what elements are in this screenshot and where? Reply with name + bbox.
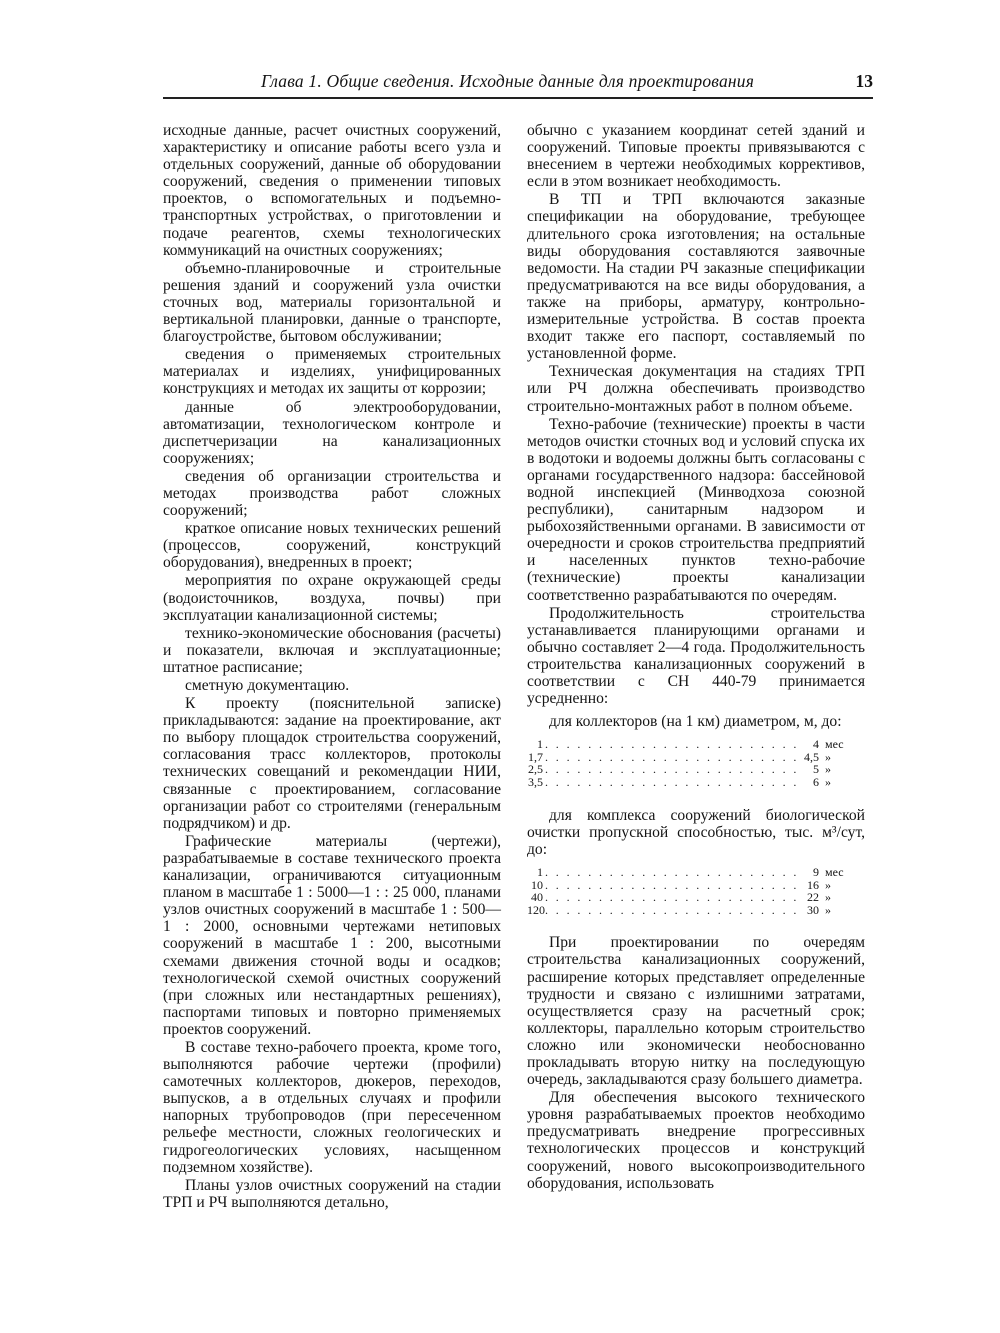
duration-table-collectors — [527, 738, 855, 788]
chapter-title: Глава 1. Общие сведения. Исходные данные для проектирования — [261, 71, 755, 91]
paragraph: мероприятия по охране окружающей среды (водоисточников, воздуха, почвы) при эксплуатации канализационной системы; — [163, 572, 501, 624]
table-cell-key: 1,7 — [528, 749, 543, 764]
paragraph: объемно-планировочные и строительные решения зданий и сооружений узла очистки сточных вод, материалы горизонтальной и вертикальной планировки, данные о транспорте, благоустройстве, бытовом обслуживании; — [163, 259, 501, 346]
table-cell-unit: » — [825, 762, 831, 777]
leader-dots — [543, 738, 797, 751]
paragraph: сметную документацию. — [185, 677, 350, 694]
table-cell-value: 4 — [813, 737, 819, 752]
paragraph: краткое описание новых технических решений (процессов, сооружений, конструкций оборудования), внедренных в проект; — [163, 520, 501, 572]
table-cell-unit: » — [825, 749, 831, 764]
table-cell-unit: » — [825, 775, 831, 790]
paragraph: Техническая документация на стадиях ТРП или РЧ должна обеспечивать производство строительно-монтажных работ в полном объеме. — [527, 363, 865, 415]
leader-dots — [543, 751, 797, 764]
table-cell-unit: мес — [825, 864, 844, 879]
paragraph: В составе техно-рабочего проекта, кроме того, выполняются рабочие чертежи (профили) самотечных коллекторов, дюкеров, переходов, выпусков, а в отдельных случаях и профили напорных трубопроводов (при пересеченном рельефе местности, сложных геологических и гидрогеологических условиях, насыщенном подземном хозяйстве). — [163, 1038, 501, 1176]
table-cell-key: 120 — [527, 902, 545, 917]
paragraph: В ТП и ТРП включаются заказные спецификации на оборудование, требующее длительного срока изготовления; на остальные виды оборудования составляются заявочные ведомости. На стадии РЧ заказные спецификации предусматриваются на все виды оборудования, а также на приборы, арматуру, контрольно-измерительные устройства. В состав проекта входит также его паспорт, составляемый по установленной форме. — [527, 191, 865, 363]
table-cell-unit: » — [825, 877, 831, 892]
duration-table-treatment — [527, 866, 855, 916]
table-cell-value: 9 — [813, 864, 819, 879]
table-cell-value: 4,5 — [804, 749, 819, 764]
paragraph: Планы узлов очистных сооружений на стадии ТРП и РЧ выполняются детально, — [163, 1176, 501, 1211]
paragraph: обычно с указанием координат сетей зданий и сооружений. Типовые проекты привязываются с внесением в чертежи необходимых коррективов, если в этом возникает необходимость. — [527, 122, 865, 191]
table-cell-unit: мес — [825, 737, 844, 752]
running-header — [163, 62, 873, 100]
paragraph: Для обеспечения высокого технического уровня разрабатываемых проектов необходимо предусматривать внедрение прогрессивных технологических процессов и конструкций сооружений, нового высокопроизводительного оборудования, использовать — [527, 1089, 865, 1192]
table-cell-key: 40 — [531, 890, 543, 905]
leader-dots — [543, 904, 797, 917]
table-row — [527, 891, 855, 904]
leader-dots — [543, 891, 797, 904]
paragraph: При проектировании по очередям строительства канализационных сооружений, расширение которых представляет определенные трудности и связано с излишними затратами, осуществляется сразу на расчетный срок; коллекторы, параллельно которым строительство сложно или экономически необоснованно прокладывать вторую нитку на последующую очередь, закладываются сразу большего диаметра. — [527, 934, 865, 1089]
table-cell-unit: » — [825, 890, 831, 905]
paragraph: Продолжительность строительства устанавливается планирующими органами и обычно составляет 2—4 года. Продолжительность строительства канализационных сооружений в соответствии с СН 440-79 принимается усредненно: — [527, 604, 865, 708]
table-cell-value: 16 — [807, 877, 819, 892]
table-cell-value: 6 — [813, 775, 819, 790]
table-row — [527, 776, 855, 789]
leader-dots — [543, 776, 797, 789]
table-row — [527, 751, 855, 764]
paragraph: сведения об организации строительства и методах производства работ сложных сооружений; — [163, 467, 501, 520]
table-row — [527, 738, 855, 751]
page-number: 13 — [855, 71, 873, 91]
table-row — [527, 904, 855, 917]
paragraph: технико-экономические обоснования (расчеты) и показатели, включая и эксплуатационные; штатное расписание; — [163, 624, 501, 676]
paragraph: исходные данные, расчет очистных сооружений, характеристику и описание работы всего узла и отдельных сооружений, данные об оборудовании сооружений, сведения о применении типовых проектов, о вспомогательных и подъемно-транспортных устройствах, о приготовлении и подаче реагентов, схемы технологических коммуникаций на очистных сооружениях; — [163, 122, 501, 259]
table-lead: для комплекса сооружений биологической очистки пропускной способностью, тыс. м³/сут, до: — [527, 806, 865, 858]
paragraph: К проекту (пояснительной записке) прикладываются: задание на проектирование, акт по выбору площадок строительства сооружений, согласования трасс коллекторов, протоколы технических совещаний и рекомендации НИИ, связанные с проектированием, согласование организации работ со строителями (генеральным подрядчиком) и др. — [163, 695, 501, 832]
table-cell-key: 1 — [537, 864, 543, 879]
paragraph: сведения о применяемых строительных материалах и изделиях, унифицированных конструкциях и методах их защиты от коррозии; — [163, 346, 501, 398]
leader-dots — [543, 763, 797, 776]
header-rule — [163, 97, 873, 99]
table-row — [527, 866, 855, 879]
table-lead: для коллекторов (на 1 км) диаметром, м, до: — [549, 713, 842, 731]
table-cell-value: 5 — [813, 762, 819, 777]
table-cell-key: 3,5 — [528, 775, 543, 790]
leader-dots — [543, 879, 797, 892]
paragraph: Техно-рабочие (технические) проекты в части методов очистки сточных вод и условий спуска их в водотоки и водоемы должны быть согласованы с органами государственного надзора: бассейновой водной инспекцией (Минводхоза союзной республики), санитарным надзором и рыбохозяйственными органами. В зависимости от очередности и сроков строительства предприятий и населенных пунктов техно-рабочие (технические) проекты канализации соответственно разрабатываются по очередям. — [527, 415, 865, 604]
table-cell-key: 2,5 — [528, 762, 543, 777]
table-cell-value: 22 — [807, 890, 819, 905]
paragraph: Графические материалы (чертежи), разрабатываемые в составе технического проекта канализации, ограничиваются ситуационным планом в масштабе 1 : 5000—1 : : 25 000, планами узлов очистных сооружений в масштабе 1 : 500—1 : 2000, основными чертежами нетиповых сооружений в масштабе 1 : 200, высотными схемами движения сточной воды и осадков; технологической схемой очистных сооружений (при сложных или нестандартных решениях), паспортами типовых и повторно применяемых проектов сооружений. — [163, 832, 501, 1038]
table-row — [527, 879, 855, 892]
table-cell-value: 30 — [807, 902, 819, 917]
table-cell-unit: » — [825, 902, 831, 917]
leader-dots — [543, 866, 797, 879]
table-row — [527, 763, 855, 776]
table-cell-key: 1 — [537, 737, 543, 752]
paragraph: данные об электрооборудовании, автоматизации, технологическом контроле и диспетчеризации на канализационных сооружениях; — [163, 398, 501, 467]
right-column — [527, 122, 865, 1193]
table-cell-key: 10 — [531, 877, 543, 892]
left-column — [163, 122, 501, 1212]
